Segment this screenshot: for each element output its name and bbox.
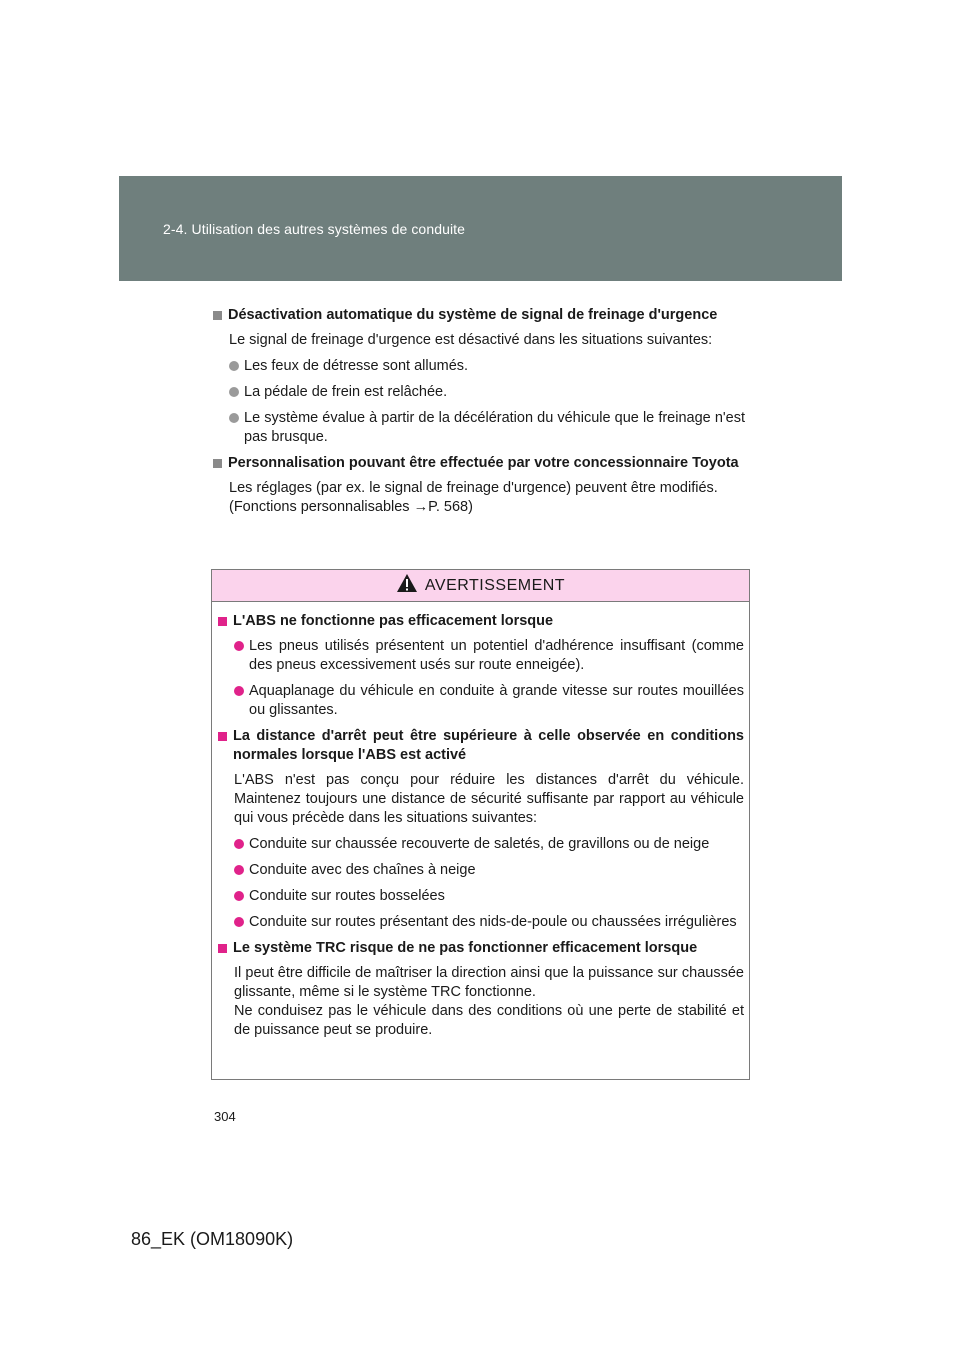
section-text: Les réglages (par ex. le signal de freinage d'urgence) peuvent être modifiés. (229, 480, 718, 496)
warning-heading: Le système TRC risque de ne pas fonctionner efficacement lorsque (218, 939, 744, 958)
square-bullet-icon (213, 311, 222, 320)
main-content (213, 306, 745, 524)
list-item: Aquaplanage du véhicule en conduite à grande vitesse sur routes mouillées ou glissantes. (218, 682, 744, 720)
section-title: 2-4. Utilisation des autres systèmes de conduite (163, 221, 466, 237)
warning-text: Ne conduisez pas le véhicule dans des conditions où une perte de stabilité et de puissance peut se produire. (234, 1003, 744, 1038)
warning-body (218, 612, 744, 1047)
section-heading: Désactivation automatique du système de signal de freinage d'urgence (213, 306, 745, 325)
warning-box (211, 569, 750, 1080)
circle-bullet-icon (234, 865, 244, 875)
square-bullet-icon (218, 617, 227, 626)
list-item: Conduite avec des chaînes à neige (218, 861, 744, 880)
list-item: Les feux de détresse sont allumés. (213, 357, 745, 376)
page-reference: (Fonctions personnalisables →P. 568) (229, 499, 473, 515)
warning-heading: La distance d'arrêt peut être supérieure à celle observée en conditions normales lorsque l'ABS est activé (218, 727, 744, 765)
circle-bullet-icon (234, 839, 244, 849)
section-heading: Personnalisation pouvant être effectuée par votre concessionnaire Toyota (213, 454, 745, 473)
list-item: Conduite sur chaussée recouverte de saletés, de gravillons ou de neige (218, 835, 744, 854)
document-code: 86_EK (OM18090K) (131, 1229, 294, 1249)
circle-bullet-icon (234, 917, 244, 927)
square-bullet-icon (213, 459, 222, 468)
circle-bullet-icon (229, 413, 239, 423)
circle-bullet-icon (234, 641, 244, 651)
circle-bullet-icon (234, 891, 244, 901)
circle-bullet-icon (234, 686, 244, 696)
square-bullet-icon (218, 944, 227, 953)
circle-bullet-icon (229, 387, 239, 397)
list-item: Conduite sur routes présentant des nids-de-poule ou chaussées irrégulières (218, 913, 744, 932)
section-header-band (119, 176, 842, 281)
section-intro: Le signal de freinage d'urgence est désactivé dans les situations suivantes: (229, 332, 713, 348)
list-item: Les pneus utilisés présentent un potentiel d'adhérence insuffisant (comme des pneus excessivement usés sur route enneigée). (218, 637, 744, 675)
square-bullet-icon (218, 732, 227, 741)
page-number: 304 (214, 1109, 236, 1124)
warning-label: AVERTISSEMENT (424, 576, 566, 594)
circle-bullet-icon (229, 361, 239, 371)
list-item: La pédale de frein est relâchée. (213, 383, 745, 402)
warning-text: Il peut être difficile de maîtriser la direction ainsi que la puissance sur chaussée glissante, même si le système TRC fonctionne. (234, 965, 744, 1000)
warning-heading: L'ABS ne fonctionne pas efficacement lorsque (218, 612, 744, 631)
warning-triangle-icon (396, 573, 418, 598)
list-item: Le système évalue à partir de la décélération du véhicule que le freinage n'est pas brusque. (213, 409, 745, 447)
warning-text: L'ABS n'est pas conçu pour réduire les distances d'arrêt du véhicule. Maintenez toujours une distance de sécurité suffisante par rapport au véhicule qui vous précède dans les situations suivantes: (234, 772, 744, 826)
list-item: Conduite sur routes bosselées (218, 887, 744, 906)
warning-header (212, 570, 749, 602)
